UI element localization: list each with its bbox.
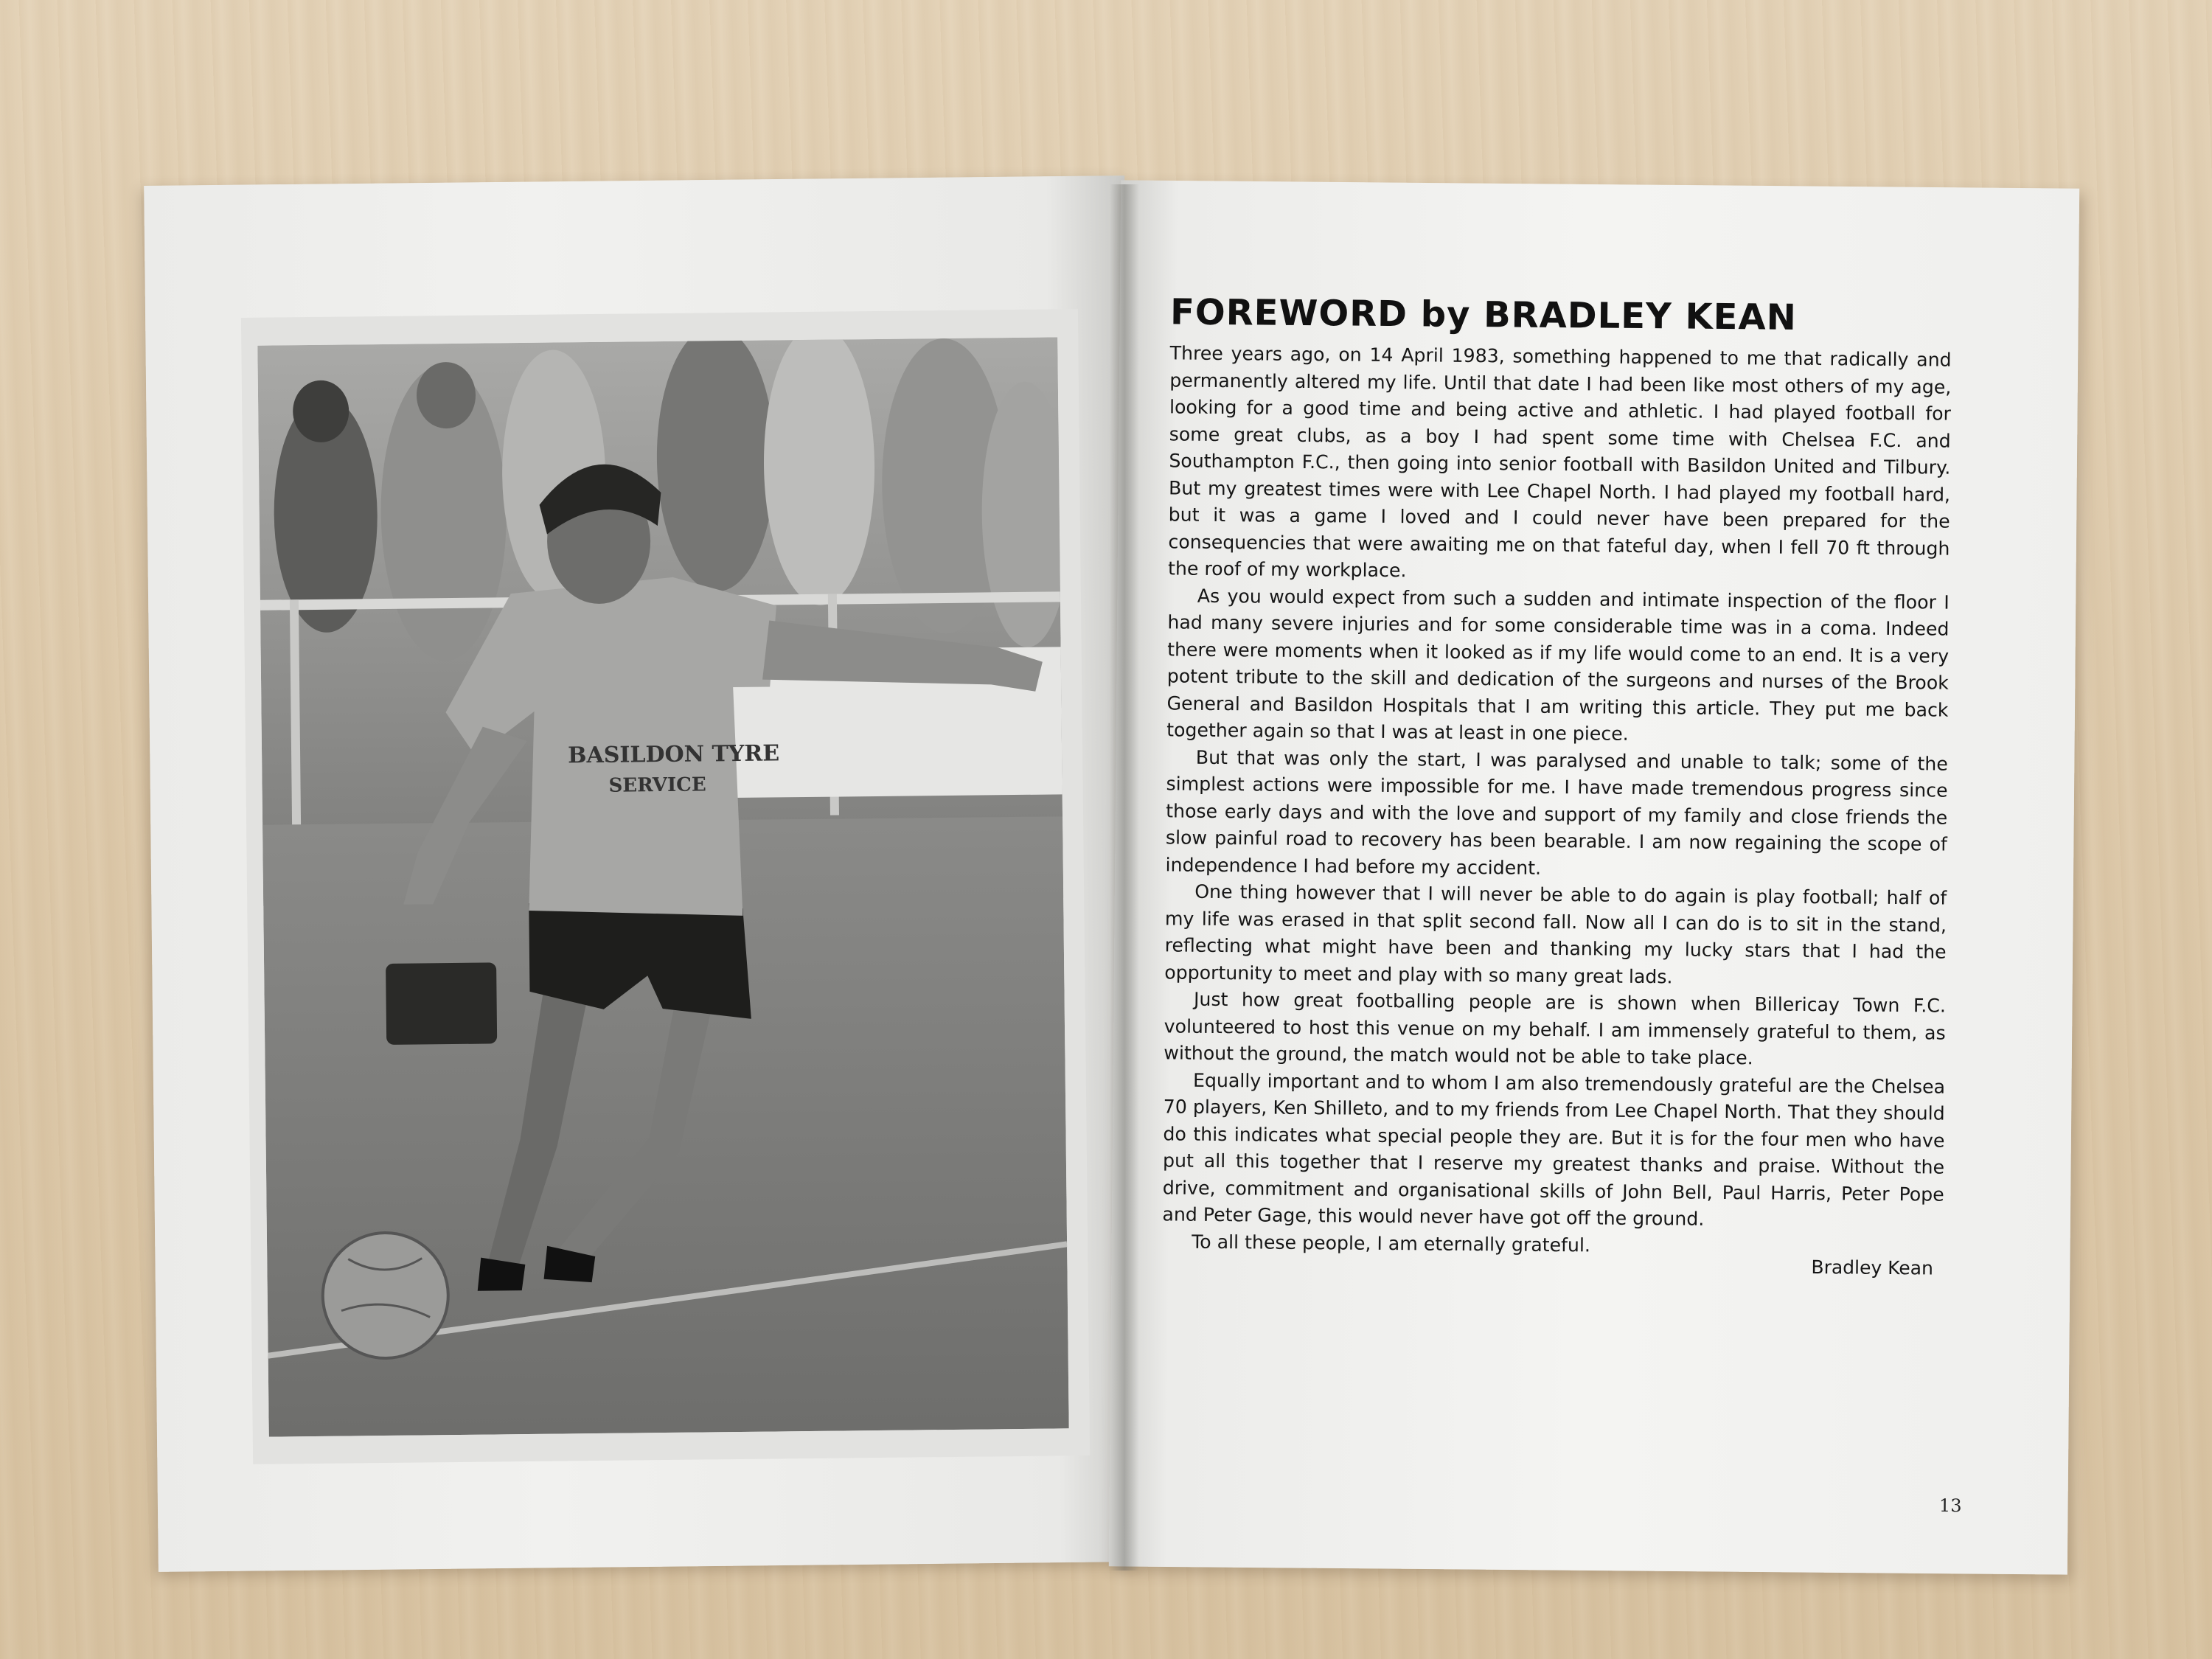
booklet-spine <box>1110 184 1139 1571</box>
footballer-photo <box>257 337 1068 1436</box>
paragraph: One thing however that I will never be able to do again is play football; half of my life was erased in that split second fall. Now all I can do is to sit in the stand, reflecting what might have been and thanking my lucky stars that I had the opportunity to meet and play with so many great lads. <box>1164 880 1947 987</box>
paragraph: Just how great footballing people are is shown when Billericay Town F.C. volunteered to host this venue on my behalf. I am immensely grateful to them, as without the ground, the match would not be able to take place. <box>1164 988 1947 1069</box>
foreword-body <box>1162 340 1952 1262</box>
foreword-title: FOREWORD by BRADLEY KEAN <box>1169 291 1798 338</box>
paragraph: To all these people, I am eternally grateful. <box>1192 1231 1591 1256</box>
foreword-article <box>1160 291 1952 1544</box>
shirt-sponsor-text: SERVICE <box>608 773 706 797</box>
football <box>322 1232 449 1359</box>
shirt-sponsor-text: BASILDON TYRE <box>567 740 780 769</box>
paragraph: But that was only the start, I was paralysed and unable to talk; some of the simplest actions were impossible for me. I have made tremendous progress since those early days and with the love and support of my family and close friends the slow painful road to recovery has been bearable. I am now regaining the scope of independence I had before my accident. <box>1165 746 1948 879</box>
paragraph: Three years ago, on 14 April 1983, something happened to me that radically and permanently altered my life. Until that date I had been like most others of my age, looking for a good time and being active and athletic. I had played football for some great clubs, as a boy I had spent some time with Chelsea F.C. and Southampton F.C., then going into senior football with Basildon United and Tilbury. But my greatest times were with Lee Chapel North. I had played my football hard, but it was a game I loved and I could never have been prepared for the consequencies that were awaiting me on that fateful day, when I fell 70 ft through the roof of my workplace. <box>1167 342 1952 582</box>
page-number: 13 <box>1938 1495 1962 1517</box>
kit-bag <box>386 962 497 1045</box>
photo-frame <box>241 309 1090 1464</box>
paragraph: As you would expect from such a sudden and intimate inspection of the floor I had many severe injuries and for some considerable time was in a coma. Indeed there were moments when it looked as if my life would come to an end. It is a very potent tribute to the skill and dedication of the surgeons and nurses of the Brook General and Basildon Hospitals that I am writing this article. They put me back together again so that I was at least in one piece. <box>1166 585 1950 745</box>
paragraph: Equally important and to whom I am also tremendously grateful are the Chelsea 70 players, Ken Shilleto, and to my friends from Lee Chapel North. That they should do this indicates what special people they are. But it is for the four men who have put all this together that I reserve my greatest thanks and praise. Without the drive, commitment and organisational skills of John Bell, Paul Harris, Peter Pope and Peter Gage, this would never have got off the ground. <box>1162 1069 1946 1230</box>
signature: Bradley Kean <box>1811 1256 1934 1279</box>
